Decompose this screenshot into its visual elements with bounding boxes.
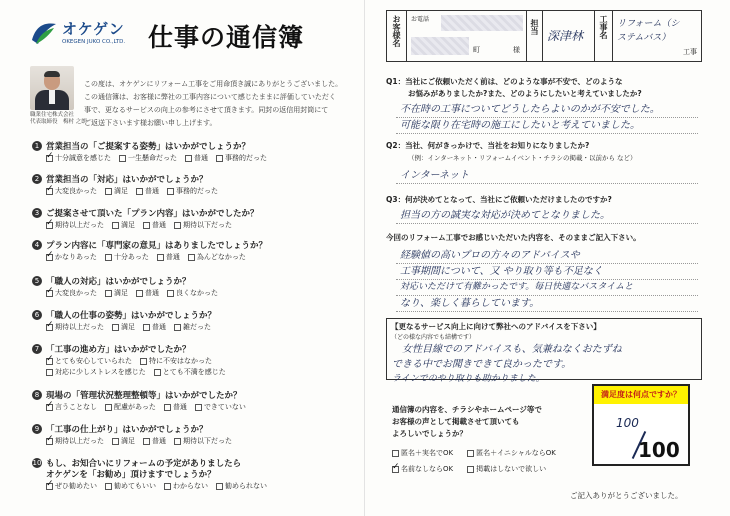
question-number: 9 — [32, 424, 42, 434]
logo-text: オケゲン — [62, 20, 125, 38]
question-number: 1 — [32, 141, 42, 151]
option-label: 満足 — [121, 323, 135, 331]
option-label: 期待以上だった — [55, 437, 104, 445]
answer-option[interactable] — [46, 356, 132, 366]
page-title: 仕事の通信簿 — [148, 23, 305, 52]
advice-subheading: （どの様な内容でも結構です） — [391, 334, 476, 341]
answer-option[interactable] — [216, 481, 267, 491]
question-text-line2: オケゲンを「お勧め」頂けますでしょうか？ — [46, 470, 216, 480]
answer-option[interactable] — [164, 481, 208, 491]
checkbox-checked[interactable] — [46, 483, 53, 490]
publish-option[interactable]: 匿名＋実名でOK — [392, 448, 453, 458]
option-row — [46, 153, 267, 163]
checkbox[interactable] — [112, 438, 119, 445]
answer-option[interactable] — [216, 153, 267, 163]
answer-option[interactable] — [105, 402, 156, 412]
publish-option[interactable]: 掲載はしないで欲しい — [467, 464, 546, 474]
option-label: 対応に少しストレスを感じた — [55, 368, 146, 376]
question-number: 3 — [32, 208, 42, 218]
checkbox[interactable] — [164, 404, 171, 411]
answer-option[interactable] — [174, 436, 232, 446]
checkbox-checked[interactable] — [46, 324, 53, 331]
checkbox[interactable] — [216, 155, 223, 162]
answer-option[interactable] — [46, 288, 97, 298]
company-logo — [30, 18, 150, 52]
option-label: 勧められない — [225, 482, 267, 490]
sama-label: 様 — [513, 46, 520, 54]
option-label: 普通 — [145, 289, 159, 297]
checkbox[interactable] — [392, 450, 399, 457]
checkbox[interactable] — [105, 188, 112, 195]
checkbox[interactable] — [143, 222, 150, 229]
option-label: できていない — [203, 403, 246, 411]
answer-option[interactable] — [105, 481, 156, 491]
question-number: 10 — [32, 459, 42, 467]
option-row — [46, 481, 267, 491]
publish-options-row1 — [392, 448, 592, 458]
answer-line — [396, 133, 698, 134]
checkbox-checked[interactable] — [46, 404, 53, 411]
option-label: 大変良かった — [55, 289, 97, 297]
option-label: かなりあった — [55, 253, 97, 261]
question-q2: Q2：当社、何がきっかけで、当社をお知りになりましたか? （例：インターネット・リフォームイベント・チラシの掲載・以前から など） — [386, 141, 637, 162]
question-text: 営業担当の「ご提案する姿勢」はいかがでしょうか？ — [46, 142, 251, 152]
tantou-label-cell — [527, 11, 543, 61]
checkbox[interactable] — [105, 483, 112, 490]
answer-line — [396, 183, 698, 184]
option-row — [46, 356, 212, 366]
checkbox[interactable] — [174, 438, 181, 445]
checkbox[interactable] — [216, 483, 223, 490]
checkbox[interactable] — [174, 222, 181, 229]
checkbox[interactable] — [185, 155, 192, 162]
option-label: 言うことなし — [55, 403, 97, 411]
answer-option[interactable] — [46, 322, 104, 332]
checkbox[interactable] — [105, 254, 112, 261]
option-label: 満足 — [121, 221, 135, 229]
logo-icon — [30, 20, 58, 46]
answer-option[interactable] — [140, 356, 212, 366]
answer-option[interactable] — [46, 252, 97, 262]
checkbox-checked[interactable] — [46, 188, 53, 195]
question-text: 営業担当の「対応」はいかがでしょうか？ — [46, 175, 208, 185]
option-label: 普通 — [194, 154, 208, 162]
checkbox[interactable] — [143, 324, 150, 331]
answer-option[interactable] — [167, 186, 218, 196]
question-number: 7 — [32, 344, 42, 354]
answer-option[interactable] — [157, 252, 180, 262]
question-text: 「職人の対応」はいかがでしょうか？ — [46, 277, 191, 287]
answer-line — [396, 311, 698, 312]
checkbox[interactable] — [112, 222, 119, 229]
answer-option[interactable] — [105, 186, 128, 196]
answer-option[interactable] — [136, 288, 159, 298]
checkbox-checked[interactable] — [392, 466, 399, 473]
checkbox[interactable] — [154, 369, 161, 376]
checkbox[interactable] — [136, 188, 143, 195]
customer-name-label: お客様名 — [392, 15, 401, 47]
center-fold — [364, 0, 365, 516]
logo-subtext: OKEGEN JUKO CO.,LTD. — [62, 39, 126, 45]
answer-option[interactable] — [164, 402, 187, 412]
answer-option[interactable] — [46, 186, 97, 196]
phone-label: お電話 — [411, 16, 430, 23]
answer-option[interactable] — [46, 153, 111, 163]
checkbox[interactable] — [136, 290, 143, 297]
question-number: 8 — [32, 390, 42, 400]
checkbox[interactable] — [112, 324, 119, 331]
answer-option[interactable] — [112, 436, 135, 446]
kouji-label: 工事名 — [599, 15, 608, 39]
question-q1: Q1：当社にご依頼いただく前は、どのような事が不安で、どのような お悩みがありましたか?また、どのようにしたいと考えていましたか? — [386, 77, 642, 98]
option-label: 普通 — [152, 323, 166, 331]
question-text: もし、お知合いにリフォームの予定がありましたら — [46, 459, 242, 469]
option-label: 十分誠意を感じた — [55, 154, 111, 162]
answer-option[interactable] — [143, 220, 166, 230]
option-label: 為んどなかった — [196, 253, 246, 261]
option-label: 事務的だった — [225, 154, 267, 162]
answer-option[interactable] — [112, 220, 135, 230]
question-number: 4 — [32, 240, 42, 250]
answer-line — [396, 223, 698, 224]
answer-option[interactable] — [46, 402, 97, 412]
option-row — [46, 367, 226, 377]
option-row — [46, 220, 232, 230]
option-label: 期待以下だった — [183, 437, 232, 445]
question-text: プラン内容に「専門家の意見」はありましたでしょうか？ — [46, 241, 268, 251]
checkbox[interactable] — [143, 438, 150, 445]
kouji-value: リフォーム（システムバス） — [617, 19, 680, 43]
answer-option[interactable] — [46, 481, 97, 491]
publish-options-row2 — [392, 464, 592, 474]
satisfaction-header: 満足度は何点ですか？ — [594, 386, 688, 404]
redacted-phone — [441, 15, 523, 31]
answer-option[interactable] — [105, 252, 149, 262]
checkbox[interactable] — [140, 358, 147, 365]
question-number: 5 — [32, 276, 42, 286]
option-label: 特に不安はなかった — [149, 357, 212, 365]
checkbox[interactable] — [119, 155, 126, 162]
checkbox-checked[interactable] — [46, 222, 53, 229]
option-label: 期待以上だった — [55, 221, 104, 229]
tantou-value: 深津林 — [547, 29, 584, 43]
checkbox[interactable] — [195, 404, 202, 411]
checkbox[interactable] — [167, 188, 174, 195]
kouji-label-cell — [595, 11, 613, 61]
option-label: 事務的だった — [176, 187, 218, 195]
tantou-label: 担当 — [530, 19, 539, 35]
answer-q1-line2: 可能な限り在宅時の施工にしたいと考えていました。 — [400, 120, 640, 131]
question-text: 現場の「管理状況整理整頓等」はいかがでしたか？ — [46, 391, 242, 401]
option-label: 満足 — [114, 289, 128, 297]
publish-option[interactable]: 匿名＋イニシャルならOK — [467, 448, 556, 458]
customer-info-table — [386, 10, 702, 62]
option-label: わからない — [173, 482, 208, 490]
answer-q3: 担当の方の誠実な対応が決めてとなりました。 — [400, 210, 610, 221]
checkbox[interactable] — [157, 254, 164, 261]
kouji-suffix: 工事 — [683, 48, 697, 56]
redacted-name — [411, 37, 469, 55]
answer-q4-line4: なり、楽しく暮らしています。 — [400, 298, 540, 309]
option-label: 一生懸命だった — [128, 154, 177, 162]
option-label: 大変良かった — [55, 187, 97, 195]
option-label: 十分あった — [113, 253, 149, 261]
option-label: 良くなかった — [176, 289, 218, 297]
answer-option[interactable] — [174, 322, 211, 332]
option-row — [46, 288, 218, 298]
checkbox[interactable] — [467, 450, 474, 457]
answer-advice-line1: 女性目線でのアドバイスも、気兼ねなくおたずね — [402, 344, 622, 355]
option-label: 普通 — [172, 403, 187, 411]
customer-name-cell — [407, 11, 527, 61]
answer-option[interactable] — [136, 186, 159, 196]
option-label: とても安心していられた — [55, 357, 132, 365]
answer-q4-line3: 対応いただけて有難かったです。毎日快適なバスタイムと — [400, 282, 634, 292]
answer-option[interactable] — [188, 252, 246, 262]
tantou-value-cell — [543, 11, 595, 61]
question-q4: 今回のリフォーム工事でお感じいただいた内容を、そのままご記入下さい。 — [386, 233, 641, 242]
question-text: 「工事の進め方」はいかがでしたか？ — [46, 345, 191, 355]
answer-option[interactable] — [154, 367, 226, 377]
option-row — [46, 186, 218, 196]
checkbox[interactable] — [467, 466, 474, 473]
answer-option[interactable] — [167, 288, 218, 298]
option-label: 勧めてもいい — [114, 482, 156, 490]
publish-question: 通信簿の内容を、チラシやホームページ等で お客様の声として掲載させて頂いても よろしいでしょうか？ — [392, 405, 542, 438]
option-row — [46, 436, 232, 446]
answer-option[interactable] — [143, 322, 166, 332]
question-text: 「工事の仕上がり」はいかがでしょうか？ — [46, 425, 208, 435]
option-row — [46, 252, 246, 262]
checkbox-checked[interactable] — [46, 358, 53, 365]
checkbox-checked[interactable] — [46, 155, 53, 162]
answer-option[interactable] — [46, 436, 104, 446]
customer-name-label-cell — [387, 11, 407, 61]
answer-option[interactable] — [119, 153, 177, 163]
answer-q4-line2: 工事期間について、又 やり取り等も不足なく — [400, 266, 603, 277]
question-number: 2 — [32, 174, 42, 184]
option-label: 雑だった — [183, 323, 211, 331]
checkbox-checked[interactable] — [46, 254, 53, 261]
checkbox[interactable] — [174, 324, 181, 331]
advice-heading: 【更なるサービス向上に向けて弊社へのアドバイスを下さい】 — [391, 322, 601, 331]
answer-option[interactable] — [46, 367, 146, 377]
answer-option[interactable] — [112, 322, 135, 332]
answer-advice-line3: ラインでのやり取りも助かりました。 — [392, 374, 545, 384]
intro-text: この度は、オケゲンにリフォーム工事をご用命頂き誠にありがとうございました。 この通信簿は、お客様に弊社の工事内容について感じたままに評価していただく 事で、更なるサービスの向上の参考にさせて頂きます。同封の返信用封筒にて ご返送下さいます様お願い申し上げます。 — [84, 80, 343, 127]
option-label: 普通 — [165, 253, 180, 261]
question-number: 6 — [32, 310, 42, 320]
checkbox[interactable] — [164, 483, 171, 490]
answer-q1-line1: 不在時の工事についてどうしたらよいのかが不安でした。 — [400, 104, 660, 115]
answer-advice-line2: できる中でお聞きできて良かったです。 — [392, 359, 572, 370]
question-q3: Q3：何が決めてとなって、当社にご依頼いただけましたのですか? — [386, 195, 612, 204]
answer-option[interactable] — [143, 436, 166, 446]
checkbox[interactable] — [105, 290, 112, 297]
president-photo — [30, 66, 74, 110]
checkbox[interactable] — [46, 369, 53, 376]
satisfaction-box — [592, 384, 690, 466]
checkbox[interactable] — [167, 290, 174, 297]
option-label: 期待以下だった — [183, 221, 232, 229]
answer-option[interactable] — [185, 153, 208, 163]
town-label: 町 — [473, 46, 480, 54]
answer-option[interactable] — [46, 220, 104, 230]
option-row — [46, 402, 246, 412]
checkbox-checked[interactable] — [46, 290, 53, 297]
option-label: とても不満を感じた — [162, 368, 226, 376]
thanks-text: ご記入ありがとうございました。 — [570, 491, 683, 500]
option-label: 普通 — [145, 187, 159, 195]
kouji-value-cell — [613, 11, 701, 61]
satisfaction-score: 100 — [638, 438, 680, 462]
answer-q2: インターネット — [400, 170, 470, 181]
checkbox[interactable] — [188, 254, 195, 261]
answer-option[interactable] — [174, 220, 232, 230]
checkbox[interactable] — [105, 404, 112, 411]
option-label: ぜひ勧めたい — [55, 482, 97, 490]
option-label: 満足 — [114, 187, 128, 195]
publish-option[interactable]: ✓ 名前なしならOK — [392, 464, 453, 474]
question-text: 「職人の仕事の姿勢」はいかがでしょうか？ — [46, 311, 217, 321]
option-label: 普通 — [152, 221, 166, 229]
satisfaction-handwritten: 100 — [616, 416, 639, 430]
answer-option[interactable] — [105, 288, 128, 298]
question-text: ご提案させて頂いた「プラン内容」はいかがでしたか？ — [46, 209, 259, 219]
president-caption: 職業住宅株式会社 代表取締役 梅村 之朗 — [30, 112, 87, 125]
option-label: 配慮があった — [114, 403, 156, 411]
option-label: 満足 — [121, 437, 135, 445]
checkbox-checked[interactable] — [46, 438, 53, 445]
option-label: 期待以上だった — [55, 323, 104, 331]
option-label: 普通 — [152, 437, 166, 445]
answer-q4-line1: 経験値の高いプロの方々のアドバイスや — [400, 250, 580, 261]
answer-option[interactable] — [195, 402, 246, 412]
option-row — [46, 322, 211, 332]
